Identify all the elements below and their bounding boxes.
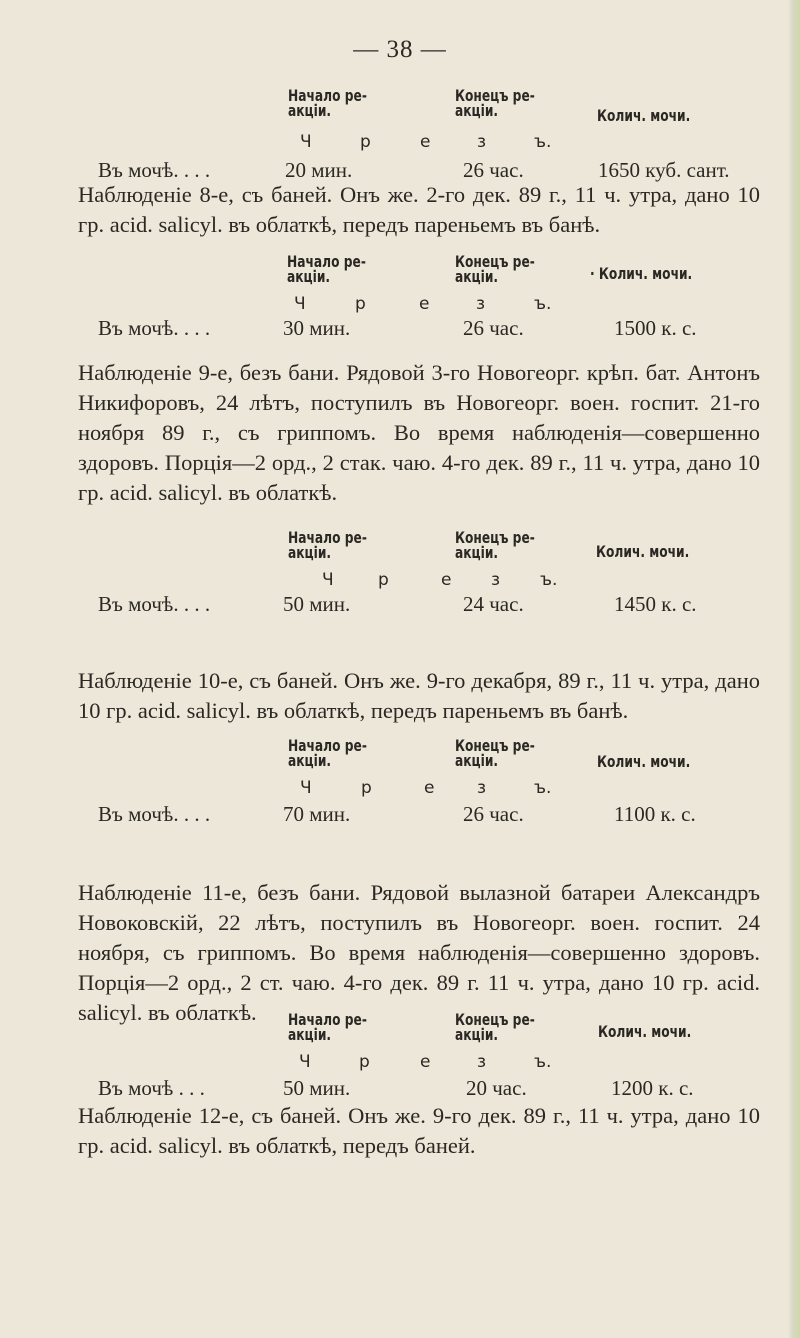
value-qty: 1100 к. с. bbox=[614, 802, 696, 826]
value-start: 30 мин. bbox=[283, 316, 351, 340]
chrez-letter: р bbox=[359, 1052, 370, 1072]
chrez-letter: ъ. bbox=[534, 1052, 552, 1072]
value-start: 20 мин. bbox=[285, 158, 353, 182]
chrez-letter: е bbox=[441, 570, 452, 590]
header-qty: Колич. мочи. bbox=[596, 542, 690, 561]
value-end: 20 час. bbox=[466, 1076, 527, 1100]
value-start: 50 мин. bbox=[283, 1076, 351, 1100]
row-label: Въ мочѣ. . . . bbox=[98, 592, 211, 616]
chrez-letter: ъ. bbox=[534, 778, 552, 798]
header-qty: Колич. мочи. bbox=[598, 1022, 692, 1041]
chrez-letter: Ч bbox=[299, 1052, 311, 1072]
header-start: Начало ре- акціи. bbox=[287, 252, 366, 286]
chrez-letter: з bbox=[477, 1052, 487, 1072]
row-label: Въ мочѣ. . . . bbox=[98, 316, 211, 340]
row-label: Въ мочѣ. . . . bbox=[98, 802, 211, 826]
chrez-letter: Ч bbox=[300, 132, 312, 152]
value-qty: 1200 к. с. bbox=[611, 1076, 694, 1100]
chrez-letter: з bbox=[491, 570, 501, 590]
paragraph-obs-9: Наблюденіе 9-е, безъ бани. Рядовой 3-го Новогеорг. крѣп. бат. Антонъ Никифоровъ, 24 лѣтъ, поступилъ въ Новогеорг. воен. госпит. 21-го ноября 89 г., съ гриппомъ. Во время наблюденія—совершенно здоровъ. Порція—2 орд., 2 стак. чаю. 4-го дек. 89 г., 11 ч. утра, дано 10 гр. acid. salicyl. въ облаткѣ. bbox=[78, 360, 760, 505]
paragraph-obs-11: Наблюденіе 11-е, безъ бани. Рядовой вылазной батареи Александръ Новоковскій, 22 лѣтъ, поступилъ въ Новогеорг. воен. госпит. 24 ноября, съ гриппомъ. Во время наблюденія—совершенно здоровъ. Порція—2 орд., 2 ст. чаю. 4-го дек. 89 г. 11 ч. утра, дано 10 гр. acid. salicyl. въ облаткѣ. bbox=[78, 880, 760, 1025]
value-qty: 1450 к. с. bbox=[614, 592, 697, 616]
chrez-letter: з bbox=[477, 778, 487, 798]
row-label: Въ мочѣ . . . bbox=[98, 1076, 205, 1100]
header-qty: Колич. мочи. bbox=[597, 752, 691, 771]
value-end: 24 час. bbox=[463, 592, 524, 616]
header-end: Конецъ ре- акціи. bbox=[455, 252, 535, 286]
chrez-letter: ъ. bbox=[540, 570, 558, 590]
value-start: 50 мин. bbox=[283, 592, 351, 616]
header-qty: Колич. мочи. bbox=[597, 106, 691, 125]
value-qty: 1650 куб. сант. bbox=[598, 158, 730, 182]
page-edge-shadow bbox=[788, 0, 800, 1338]
value-end: 26 час. bbox=[463, 802, 524, 826]
value-end: 26 час. bbox=[463, 316, 524, 340]
header-qty: · Колич. мочи. bbox=[590, 264, 693, 283]
reaction-table-3 bbox=[0, 530, 800, 640]
header-end: Конецъ ре- акціи. bbox=[455, 528, 535, 562]
chrez-letter: з bbox=[476, 294, 486, 314]
chrez-letter: р bbox=[355, 294, 366, 314]
value-qty: 1500 к. с. bbox=[614, 316, 697, 340]
chrez-letter: р bbox=[360, 132, 371, 152]
chrez-letter: з bbox=[477, 132, 487, 152]
page-number: — 38 — bbox=[353, 36, 447, 63]
chrez-letter: е bbox=[420, 1052, 431, 1072]
reaction-table-2 bbox=[0, 254, 800, 364]
header-end: Конецъ ре- акціи. bbox=[455, 1010, 535, 1044]
row-label: Въ мочѣ. . . . bbox=[98, 158, 211, 182]
chrez-letter: Ч bbox=[322, 570, 334, 590]
chrez-letter: Ч bbox=[300, 778, 312, 798]
chrez-letter: ъ. bbox=[534, 132, 552, 152]
chrez-letter: е bbox=[424, 778, 435, 798]
chrez-letter: Ч bbox=[294, 294, 306, 314]
header-start: Начало ре- акціи. bbox=[288, 1010, 367, 1044]
value-start: 70 мин. bbox=[283, 802, 351, 826]
paragraph-obs-12: Наблюденіе 12-е, съ баней. Онъ же. 9-го дек. 89 г., 11 ч. утра, дано 10 гр. acid. salicyl. въ облаткѣ, передъ баней. bbox=[78, 1103, 760, 1158]
paragraph-obs-10: Наблюденіе 10-е, съ баней. Онъ же. 9-го декабря, 89 г., 11 ч. утра, дано 10 гр. acid. salicyl. въ облаткѣ, передъ пареньемъ въ банѣ. bbox=[78, 668, 760, 723]
header-start: Начало ре- акціи. bbox=[288, 86, 367, 120]
chrez-letter: е bbox=[420, 132, 431, 152]
reaction-table-4 bbox=[0, 738, 800, 848]
header-start: Начало ре- акціи. bbox=[288, 736, 367, 770]
chrez-letter: ъ. bbox=[534, 294, 552, 314]
paragraph-obs-8: Наблюденіе 8-е, съ баней. Онъ же. 2-го дек. 89 г., 11 ч. утра, дано 10 гр. acid. salicyl. въ облаткѣ, передъ пареньемъ въ банѣ. bbox=[78, 182, 760, 237]
header-start: Начало ре- акціи. bbox=[288, 528, 367, 562]
header-end: Конецъ ре- акціи. bbox=[455, 86, 535, 120]
header-end: Конецъ ре- акціи. bbox=[455, 736, 535, 770]
chrez-letter: е bbox=[419, 294, 430, 314]
chrez-letter: р bbox=[361, 778, 372, 798]
chrez-letter: р bbox=[378, 570, 389, 590]
value-end: 26 час. bbox=[463, 158, 524, 182]
